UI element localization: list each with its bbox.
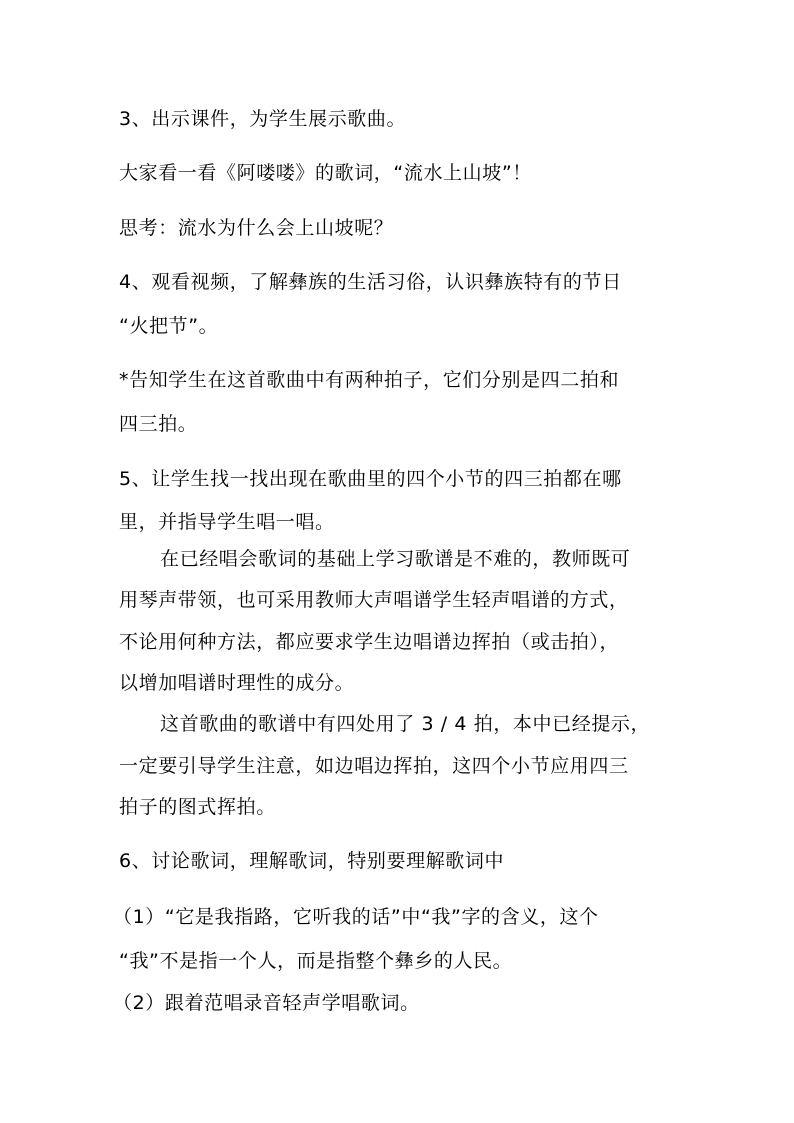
text-line-item1: （1）“它是我指路，它听我的话”中“我”字的含义，这个	[113, 906, 599, 928]
text-line-step3: 3、出示课件，为学生展示歌曲。	[119, 108, 407, 130]
text-line-paragraph1-2: 用琴声带领，也可采用教师大声唱谱学生轻声唱谱的方式，	[119, 589, 629, 611]
text-line-meter-note-cont: 四三拍。	[119, 413, 198, 435]
text-line-question: 思考：流水为什么会上山坡呢？	[119, 217, 394, 239]
text-line-paragraph2-2: 一定要引导学生注意，如边唱边挥拍，这四个小节应用四三	[119, 755, 629, 777]
text-line-paragraph2-start: 这首歌曲的歌谱中有四处用了 3 / 4 拍，本中已经提示，	[160, 713, 651, 735]
text-line-step5: 5、让学生找一找出现在歌曲里的四个小节的四三拍都在哪	[119, 468, 622, 490]
text-line-meter-note: *告知学生在这首歌曲中有两种拍子，它们分别是四二拍和	[119, 369, 620, 391]
text-line-lyrics-intro: 大家看一看《阿喽喽》的歌词，“流水上山坡”！	[119, 162, 532, 184]
text-line-paragraph2-3: 拍子的图式挥拍。	[119, 796, 276, 818]
text-line-paragraph1-4: 以增加唱谱时理性的成分。	[119, 672, 355, 694]
text-line-paragraph1-3: 不论用何种方法，都应要求学生边唱谱边挥拍（或击拍），	[119, 631, 620, 653]
text-line-item1-cont: “我”不是指一个人，而是指整个彝乡的人民。	[119, 950, 513, 972]
text-line-item2: （2）跟着范唱录音轻声学唱歌词。	[113, 992, 420, 1014]
text-line-step5-cont: 里，并指导学生唱一唱。	[119, 511, 335, 533]
text-line-step4: 4、观看视频，了解彝族的生活习俗，认识彝族特有的节日	[119, 271, 622, 293]
text-line-step6: 6、讨论歌词，理解歌词，特别要理解歌词中	[119, 850, 505, 872]
text-line-step4-cont: “火把节”。	[119, 315, 219, 337]
text-line-paragraph1-start: 在已经唱会歌词的基础上学习歌谱是不难的，教师既可	[160, 548, 631, 570]
